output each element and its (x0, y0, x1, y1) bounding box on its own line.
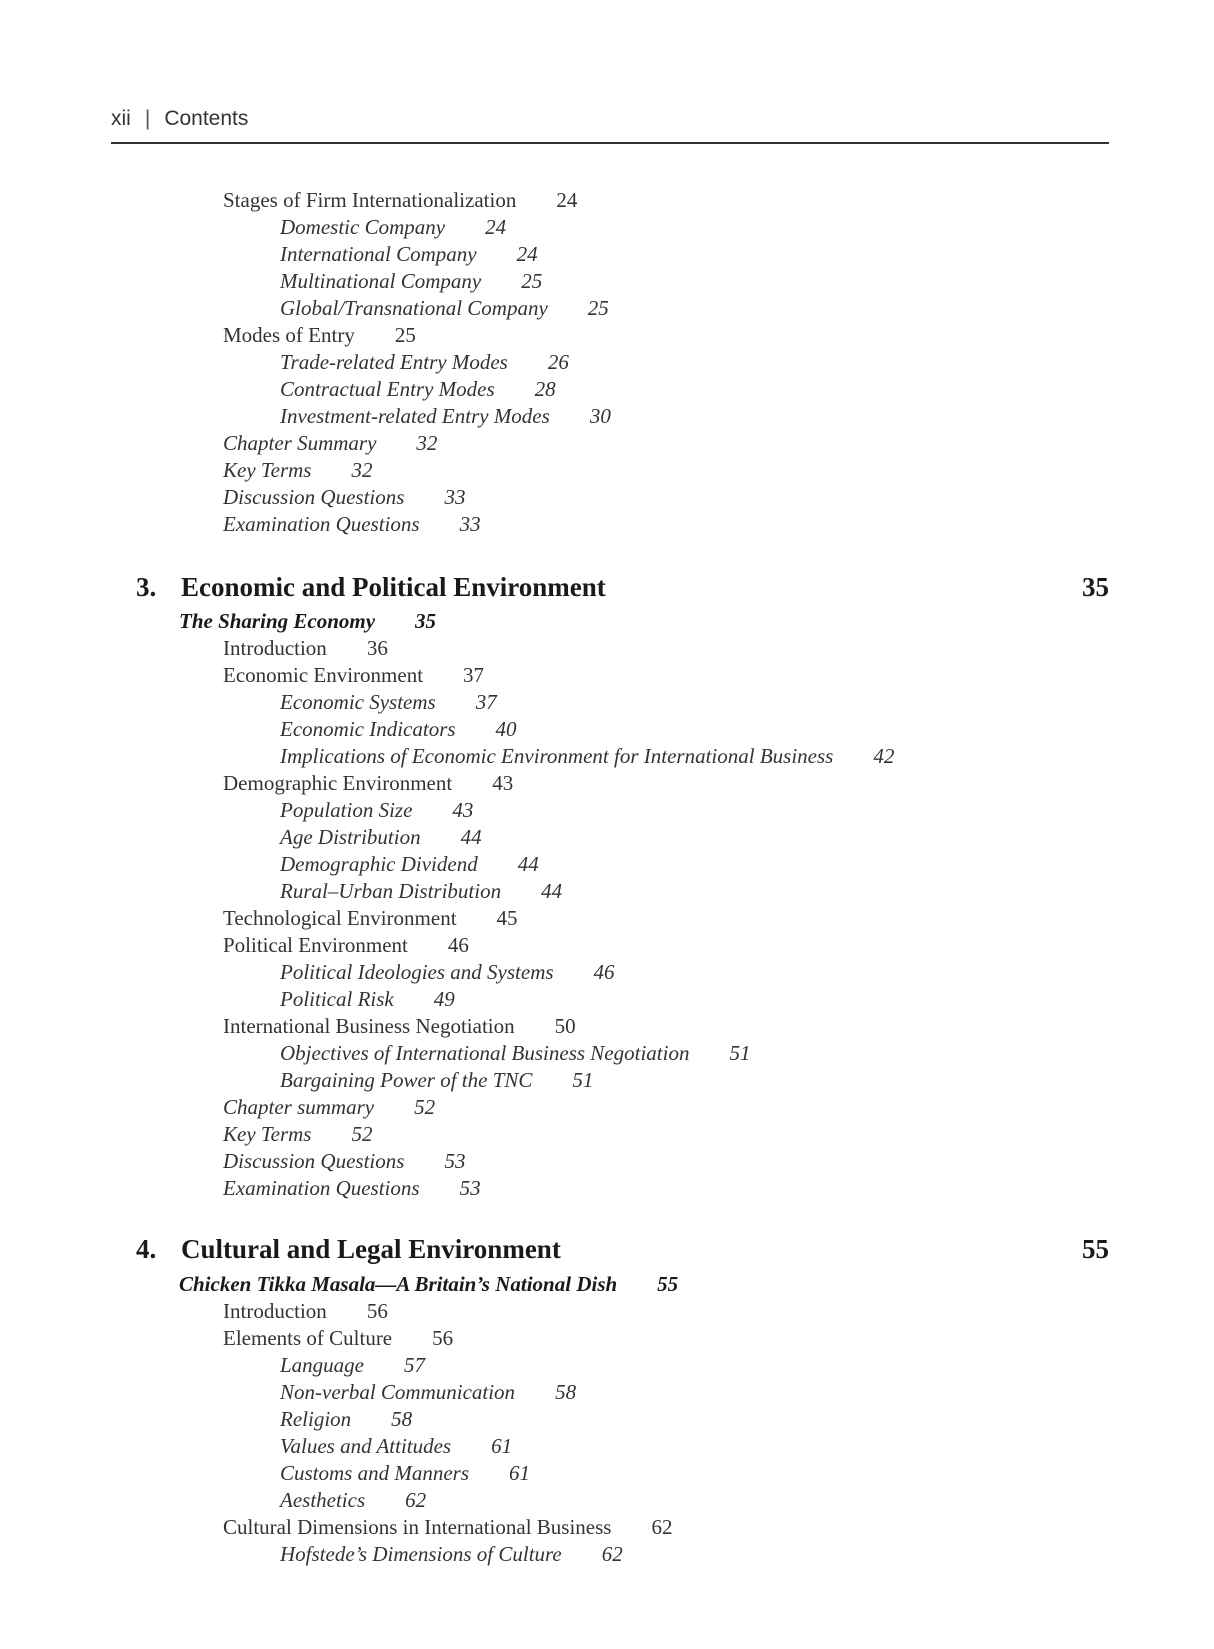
toc-entry-page: 40 (495, 717, 517, 741)
toc-entry[interactable] (280, 1433, 512, 1460)
toc-entry-title: Religion (280, 1407, 352, 1431)
toc-entry-page: 25 (394, 323, 416, 347)
toc-entry[interactable] (280, 824, 482, 851)
toc-entry-title: Trade-related Entry Modes (280, 350, 508, 374)
toc-entry-title: Customs and Manners (280, 1461, 470, 1485)
toc-entry-page: 44 (517, 852, 539, 876)
toc-entry-page: 33 (459, 512, 481, 536)
toc-entry-page: 56 (432, 1326, 454, 1350)
toc-entry-page: 24 (485, 215, 507, 239)
toc-entry-title: Examination Questions (223, 512, 420, 536)
toc-entry-title: Chicken Tikka Masala—A Britain’s National Dish (179, 1272, 618, 1296)
toc-entry[interactable] (223, 484, 465, 511)
toc-entry[interactable] (280, 349, 569, 376)
toc-entry-page: 44 (541, 879, 563, 903)
toc-entry-page: 62 (405, 1488, 427, 1512)
toc-entry-page: 36 (366, 636, 388, 660)
toc-entry-page: 35 (415, 609, 437, 633)
toc-entry-page: 62 (651, 1515, 673, 1539)
toc-entry-title: Demographic Environment (223, 771, 453, 795)
chapter-title: Cultural and Legal Environment (181, 1234, 561, 1264)
toc-entry-page: 25 (521, 269, 543, 293)
toc-entry-page: 45 (496, 906, 518, 930)
toc-entry[interactable] (223, 1013, 576, 1040)
toc-entry-title: Global/Transnational Company (280, 296, 548, 320)
toc-entry[interactable] (223, 1298, 388, 1325)
toc-entry-page: 51 (572, 1068, 594, 1092)
toc-entry-page: 52 (351, 1122, 373, 1146)
toc-entry-title: Objectives of International Business Negotiation (280, 1041, 690, 1065)
toc-entry-page: 62 (601, 1542, 623, 1566)
toc-entry[interactable] (280, 959, 615, 986)
toc-entry-page: 32 (351, 458, 373, 482)
toc-entry[interactable] (223, 1148, 465, 1175)
toc-entry-title: Domestic Company (280, 215, 446, 239)
toc-entry[interactable] (280, 743, 894, 770)
toc-entry-page: 49 (433, 987, 455, 1011)
toc-entry-title: Key Terms (223, 458, 312, 482)
toc-entry[interactable] (280, 403, 611, 430)
toc-entry-title: Bargaining Power of the TNC (280, 1068, 533, 1092)
toc-entry-title: Elements of Culture (223, 1326, 393, 1350)
toc-entry-page: 32 (416, 431, 438, 455)
toc-entry[interactable] (280, 376, 556, 403)
toc-entry-title: Discussion Questions (223, 1149, 405, 1173)
toc-entry-page: 43 (492, 771, 514, 795)
toc-entry-page: 61 (509, 1461, 531, 1485)
toc-entry-title: Stages of Firm Internationalization (223, 188, 517, 212)
toc-entry-page: 37 (475, 690, 497, 714)
toc-entry-title: Economic Indicators (280, 717, 456, 741)
toc-entry-title: Aesthetics (280, 1488, 366, 1512)
toc-entry[interactable] (223, 1121, 372, 1148)
toc-entry-page: 24 (556, 188, 578, 212)
header-page-number: xii (111, 107, 131, 130)
toc-entry[interactable] (280, 1352, 425, 1379)
toc-entry[interactable] (280, 716, 517, 743)
toc-entry[interactable] (280, 851, 539, 878)
toc-entry-title: Investment-related Entry Modes (280, 404, 550, 428)
chapter-3-heading[interactable] (136, 570, 1109, 604)
chapter-4-heading[interactable] (136, 1232, 1109, 1266)
toc-entry[interactable] (280, 1541, 623, 1568)
toc-entry[interactable] (179, 1271, 678, 1298)
chapter-page: 55 (1082, 1234, 1109, 1264)
toc-entry-page: 46 (447, 933, 469, 957)
toc-entry[interactable] (223, 187, 577, 214)
toc-entry[interactable] (223, 905, 518, 932)
toc-entry-page: 33 (444, 485, 466, 509)
toc-entry-page: 50 (554, 1014, 576, 1038)
toc-entry[interactable] (280, 214, 506, 241)
toc-entry-page: 51 (729, 1041, 751, 1065)
toc-entry[interactable] (223, 932, 469, 959)
toc-entry[interactable] (280, 878, 562, 905)
toc-entry-title: Implications of Economic Environment for International Business (280, 744, 834, 768)
toc-entry[interactable] (280, 1040, 750, 1067)
toc-entry-title: Introduction (223, 1299, 327, 1323)
toc-entry-title: Hofstede’s Dimensions of Culture (280, 1542, 562, 1566)
toc-entry[interactable] (223, 430, 437, 457)
chapter-number: 4. (136, 1234, 157, 1264)
toc-entry-page: 57 (404, 1353, 425, 1377)
toc-entry-title: Introduction (223, 636, 327, 660)
toc-entry-title: Rural–Urban Distribution (280, 879, 502, 903)
toc-entry-title: Economic Environment (223, 663, 424, 687)
chapter-page: 35 (1082, 572, 1109, 602)
toc-entry-page: 53 (459, 1176, 481, 1200)
toc-entry-title: Examination Questions (223, 1176, 420, 1200)
toc-entry[interactable] (223, 770, 513, 797)
toc-entry-title: Language (280, 1353, 364, 1377)
toc-entry-title: Values and Attitudes (280, 1434, 452, 1458)
toc-entry[interactable] (280, 1460, 530, 1487)
running-header (111, 104, 1109, 144)
toc-entry-title: Contractual Entry Modes (280, 377, 495, 401)
toc-entry[interactable] (179, 608, 436, 635)
toc-entry-page: 30 (589, 404, 611, 428)
toc-entry-page: 52 (414, 1095, 436, 1119)
toc-entry-page: 58 (555, 1380, 577, 1404)
toc-entry-title: Population Size (280, 798, 413, 822)
toc-entry-title: Non-verbal Communication (280, 1380, 516, 1404)
chapter-title: Economic and Political Environment (181, 572, 606, 602)
toc-entry-title: Multinational Company (280, 269, 482, 293)
toc-entry-title: Political Environment (223, 933, 408, 957)
toc-entry[interactable] (223, 635, 388, 662)
toc-entry-page: 46 (593, 960, 615, 984)
toc-entry-page: 26 (547, 350, 569, 374)
toc-entry[interactable] (223, 457, 372, 484)
toc-entry[interactable] (280, 1487, 426, 1514)
toc-entry[interactable] (280, 1379, 576, 1406)
toc-entry-page: 42 (873, 744, 895, 768)
toc-entry-title: Chapter summary (223, 1095, 375, 1119)
toc-entry-page: 37 (463, 663, 485, 687)
toc-entry-page: 58 (391, 1407, 413, 1431)
toc-entry-page: 24 (516, 242, 538, 266)
toc-entry[interactable] (223, 1175, 481, 1202)
toc-entry-title: Discussion Questions (223, 485, 405, 509)
toc-entry-title: The Sharing Economy (179, 609, 376, 633)
toc-entry-title: Technological Environment (223, 906, 457, 930)
toc-entry[interactable] (280, 241, 538, 268)
toc-entry[interactable] (280, 295, 609, 322)
toc-entry-page: 28 (534, 377, 556, 401)
header-title: Contents (164, 107, 249, 130)
toc-entry[interactable] (223, 511, 481, 538)
toc-entry[interactable] (280, 268, 542, 295)
toc-entry-title: Political Ideologies and Systems (280, 960, 554, 984)
header-separator: | (144, 107, 151, 130)
toc-entry[interactable] (223, 1325, 453, 1352)
toc-entry-page: 61 (491, 1434, 513, 1458)
toc-entry-title: Political Risk (280, 987, 394, 1011)
toc-entry-title: Economic Systems (280, 690, 436, 714)
toc-entry-page: 56 (366, 1299, 388, 1323)
toc-entry[interactable] (280, 797, 473, 824)
toc-entry-title: International Business Negotiation (223, 1014, 515, 1038)
toc-entry-page: 43 (452, 798, 474, 822)
toc-entry[interactable] (223, 662, 484, 689)
toc-entry-title: Demographic Dividend (280, 852, 478, 876)
toc-entry[interactable] (223, 1514, 672, 1541)
toc-entry-page: 55 (657, 1272, 679, 1296)
chapter-number: 3. (136, 572, 157, 602)
toc-entry-page: 25 (587, 296, 609, 320)
toc-entry-page: 53 (444, 1149, 466, 1173)
toc-entry-page: 44 (460, 825, 482, 849)
toc-entry-title: International Company (280, 242, 477, 266)
toc-entry[interactable] (223, 1094, 435, 1121)
toc-entry-title: Key Terms (223, 1122, 312, 1146)
toc-entry[interactable] (280, 689, 497, 716)
toc-entry[interactable] (280, 1067, 593, 1094)
toc-entry[interactable] (280, 986, 455, 1013)
toc-entry-title: Age Distribution (280, 825, 421, 849)
toc-entry-title: Chapter Summary (223, 431, 377, 455)
toc-entry-title: Cultural Dimensions in International Business (223, 1515, 612, 1539)
toc-entry[interactable] (223, 322, 416, 349)
toc-entry-title: Modes of Entry (223, 323, 355, 347)
toc-entry[interactable] (280, 1406, 412, 1433)
